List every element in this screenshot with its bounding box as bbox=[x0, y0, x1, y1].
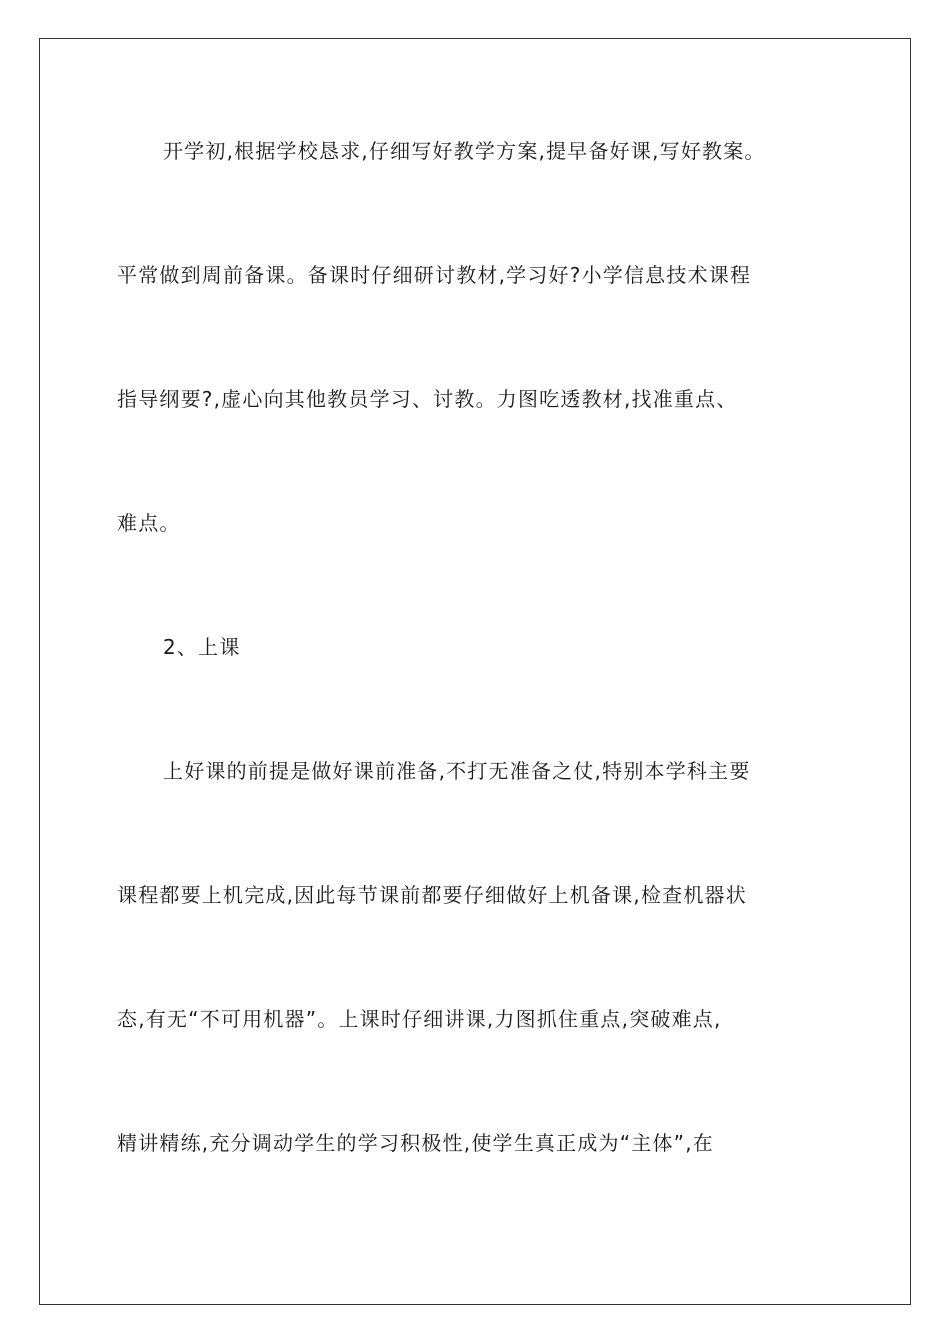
paragraph-line: 平常做到周前备课。备课时仔细研讨教材,学习好?小学信息技术课程 bbox=[117, 263, 752, 287]
paragraph-line: 开学初,根据学校恳求,仔细写好教学方案,提早备好课,写好教案。 bbox=[163, 139, 766, 163]
paragraph-line: 课程都要上机完成,因此每节课前都要仔细做好上机备课,检查机器状 bbox=[117, 883, 747, 907]
paragraph-line: 上好课的前提是做好课前准备,不打无准备之仗,特别本学科主要 bbox=[163, 759, 751, 783]
section-heading: 2、上课 bbox=[163, 635, 241, 659]
page-frame bbox=[39, 38, 911, 1305]
paragraph-line: 指导纲要?,虚心向其他教员学习、讨教。力图吃透教材,找准重点、 bbox=[117, 387, 738, 411]
paragraph-line: 难点。 bbox=[117, 511, 181, 535]
paragraph-line: 态,有无“不可用机器”。上课时仔细讲课,力图抓住重点,突破难点, bbox=[117, 1007, 722, 1031]
paragraph-line: 精讲精练,充分调动学生的学习积极性,使学生真正成为“主体”,在 bbox=[117, 1131, 714, 1155]
